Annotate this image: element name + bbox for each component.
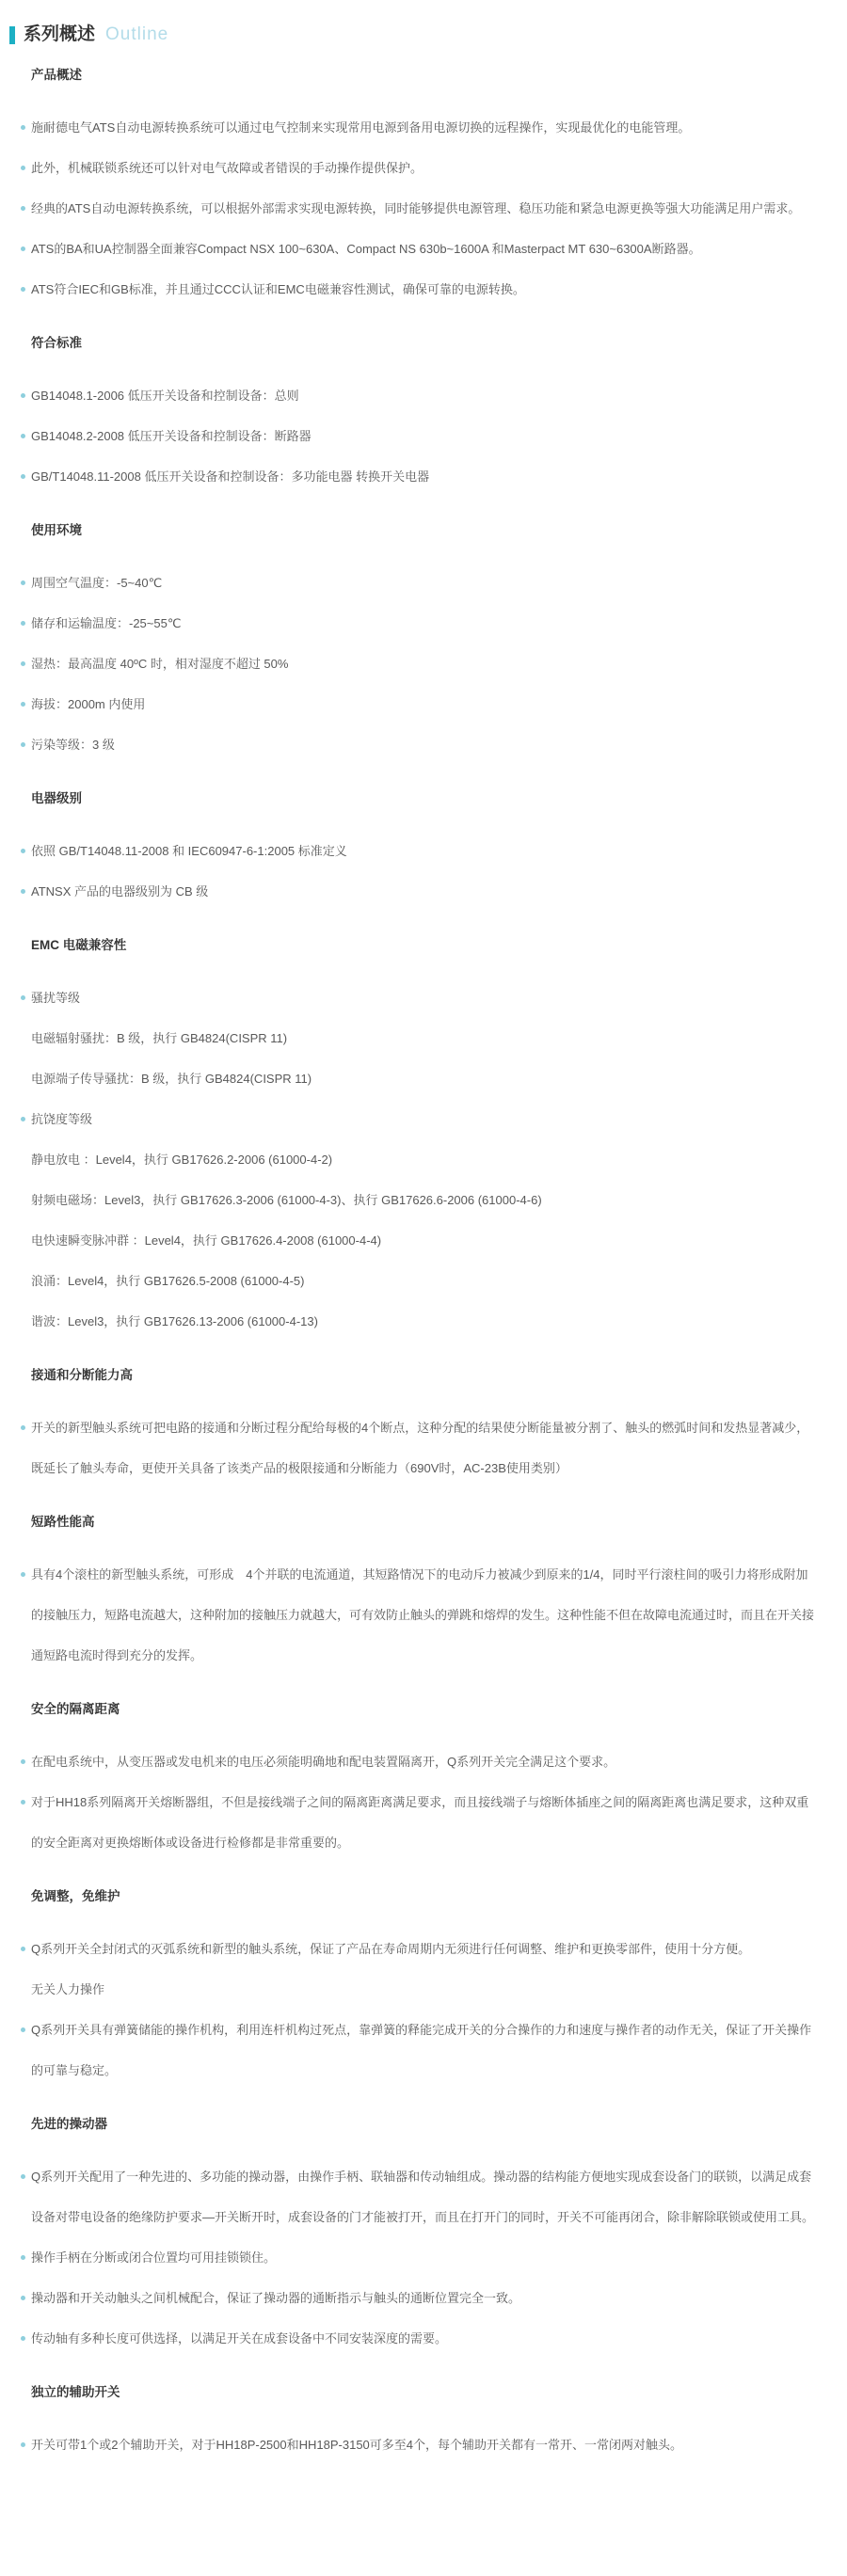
section <box>21 2372 819 2465</box>
bullet-icon <box>21 1572 25 1577</box>
section <box>21 323 819 497</box>
page-header <box>9 21 819 49</box>
item-text: 具有4个滚柱的新型触头系统，可形成 4个并联的电流通道，其短路情况下的电动斥力被减少到原来的1/4，同时平行滚柱间的吸引力将形成附加的接触压力，短路电流越大，这种附加的接触压力就越大，可有效防止触头的弹跳和熔焊的发生。这种性能不但在故障电流通过时，而且在开关接通短路电流时得到充分的发挥。 <box>31 1567 815 1662</box>
item-text: Q系列开关配用了一种先进的、多功能的操动器，由操作手柄、联轴器和传动轴组成。操动器的结构能方便地实现成套设备门的联锁，以满足成套设备对带电设备的绝缘防护要求—开关断开时，成套设备的门才能被打开，而且在打开门的同时，开关不可能再闭合，除非解除联锁或使用工具。 <box>31 2170 815 2224</box>
item-text: ATNSX 产品的电器级别为 CB 级 <box>31 884 209 898</box>
bullet-icon <box>21 1759 25 1764</box>
bullet-icon <box>21 2442 25 2447</box>
list-item <box>21 148 819 188</box>
item-text: GB/T14048.11-2008 低压开关设备和控制设备：多功能电器 转换开关电器 <box>31 469 430 484</box>
list-item <box>21 978 819 1018</box>
section <box>21 778 819 912</box>
outline-content <box>9 55 819 2465</box>
list-item <box>21 2318 819 2359</box>
bullet-icon <box>21 2174 25 2179</box>
bullet-icon <box>21 434 25 438</box>
item-text: 海拔：2000m 内使用 <box>31 697 146 711</box>
section-items <box>21 563 819 765</box>
page-subtitle: Outline <box>105 24 169 44</box>
bullet-icon <box>21 995 25 1000</box>
section-heading: 电器级别 <box>31 791 82 805</box>
item-text: 浪涌：Level4，执行 GB17626.5-2008 (61000-4-5) <box>31 1274 305 1288</box>
item-text: 操作手柄在分断或闭合位置均可用挂锁锁住。 <box>31 2250 277 2265</box>
item-text: 污染等级：3 级 <box>31 738 115 752</box>
bullet-icon <box>21 889 25 894</box>
item-text: ATS的BA和UA控制器全面兼容Compact NSX 100~630A、Compact NS 630b~1600A 和Masterpact MT 630~6300A断路器。 <box>31 242 701 256</box>
list-item <box>21 1058 819 1099</box>
section-items <box>21 107 819 310</box>
section-heading: 符合标准 <box>31 336 82 350</box>
list-item <box>21 456 819 497</box>
item-text: 对于HH18系列隔离开关熔断器组，不但是接线端子之间的隔离距离满足要求，而且接线端子与熔断体插座之间的隔离距离也满足要求，这种双重的安全距离对更换熔断体或设备进行检修都是非常重要的。 <box>31 1795 809 1850</box>
list-item <box>21 2156 819 2237</box>
list-item <box>21 1220 819 1261</box>
section-items <box>21 2156 819 2359</box>
list-item <box>21 1139 819 1180</box>
bullet-icon <box>21 206 25 211</box>
section-heading: 免调整，免维护 <box>31 1889 120 1903</box>
bullet-icon <box>21 1947 25 1951</box>
section <box>21 1689 819 1863</box>
item-text: 传动轴有多种长度可供选择，以满足开关在成套设备中不同安装深度的需要。 <box>31 2331 448 2345</box>
list-item <box>21 2010 819 2091</box>
list-item <box>21 1261 819 1301</box>
bullet-icon <box>21 1425 25 1430</box>
list-item <box>21 188 819 229</box>
item-text: 射频电磁场：Level3，执行 GB17626.3-2006 (61000-4-3)、执行 GB17626.6-2006 (61000-4-6) <box>31 1193 542 1207</box>
bullet-icon <box>21 2336 25 2341</box>
bullet-icon <box>21 1117 25 1121</box>
section-heading: 接通和分断能力高 <box>31 1368 133 1382</box>
item-text: 开关可带1个或2个辅助开关，对于HH18P-2500和HH18P-3150可多至4个，每个辅助开关都有一常开、一常闭两对触头。 <box>31 2438 683 2452</box>
bullet-icon <box>21 287 25 292</box>
item-text: 无关人力操作 <box>31 1982 105 1996</box>
list-item <box>21 563 819 603</box>
item-text: 抗饶度等级 <box>31 1112 93 1126</box>
bullet-icon <box>21 246 25 251</box>
bullet-icon <box>21 2255 25 2260</box>
section-items <box>21 1554 819 1676</box>
page-title: 系列概述 <box>24 24 96 44</box>
item-text: 此外，机械联锁系统还可以针对电气故障或者错误的手动操作提供保护。 <box>31 161 424 175</box>
list-item <box>21 269 819 310</box>
list-item <box>21 1180 819 1220</box>
section-heading: 产品概述 <box>31 68 82 82</box>
section <box>21 1355 819 1488</box>
item-text: 储存和运输温度：-25~55℃ <box>31 616 182 630</box>
bullet-icon <box>21 621 25 626</box>
list-item <box>21 229 819 269</box>
bullet-icon <box>21 1800 25 1805</box>
section-heading: 使用环境 <box>31 523 82 537</box>
list-item <box>21 1782 819 1863</box>
section <box>21 2104 819 2359</box>
bullet-icon <box>21 742 25 747</box>
item-text: 施耐德电气ATS自动电源转换系统可以通过电气控制来实现常用电源到备用电源切换的远程操作，实现最优化的电能管理。 <box>31 120 691 135</box>
list-item <box>21 2237 819 2278</box>
list-item <box>21 1407 819 1488</box>
list-item <box>21 644 819 684</box>
bullet-icon <box>21 474 25 479</box>
list-item <box>21 831 819 871</box>
item-text: 操动器和开关动触头之间机械配合，保证了操动器的通断指示与触头的通断位置完全一致。 <box>31 2291 521 2305</box>
section-heading: 先进的操动器 <box>31 2117 107 2131</box>
section <box>21 925 819 1342</box>
list-item <box>21 107 819 148</box>
list-item <box>21 1554 819 1676</box>
item-text: Q系列开关全封闭式的灭弧系统和新型的触头系统，保证了产品在寿命周期内无须进行任何调整、维护和更换零部件，使用十分方便。 <box>31 1942 751 1956</box>
title-accent-bar-icon <box>9 26 15 44</box>
item-text: 静电放电 ：Level4，执行 GB17626.2-2006 (61000-4-2) <box>31 1153 333 1167</box>
item-text: 经典的ATS自动电源转换系统，可以根据外部需求实现电源转换，同时能够提供电源管理、稳压功能和紧急电源更换等强大功能满足用户需求。 <box>31 201 801 215</box>
list-item <box>21 724 819 765</box>
item-text: 骚扰等级 <box>31 991 81 1005</box>
item-text: ATS符合IEC和GB标准，并且通过CCC认证和EMC电磁兼容性测试，确保可靠的电源转换。 <box>31 282 525 296</box>
item-text: 周围空气温度：-5~40℃ <box>31 576 163 590</box>
list-item <box>21 684 819 724</box>
section-items <box>21 831 819 912</box>
list-item <box>21 1018 819 1058</box>
item-text: 在配电系统中，从变压器或发电机来的电压必须能明确地和配电装置隔离开，Q系列开关完全满足这个要求。 <box>31 1755 616 1769</box>
list-item <box>21 416 819 456</box>
list-item <box>21 1301 819 1342</box>
section-heading: 短路性能高 <box>31 1515 95 1529</box>
section-heading: 独立的辅助开关 <box>31 2385 120 2399</box>
item-text: 电快速瞬变脉冲群 ：Level4，执行 GB17626.4-2008 (61000-4-4) <box>31 1233 382 1248</box>
section <box>21 1876 819 2091</box>
bullet-icon <box>21 393 25 398</box>
section-heading: 安全的隔离距离 <box>31 1702 120 1716</box>
list-item <box>21 1099 819 1139</box>
section-items <box>21 375 819 497</box>
section-items <box>21 1407 819 1488</box>
bullet-icon <box>21 125 25 130</box>
section-items <box>21 978 819 1342</box>
list-item <box>21 1969 819 2010</box>
section-items <box>21 2425 819 2465</box>
section <box>21 55 819 310</box>
list-item <box>21 1741 819 1782</box>
section <box>21 1502 819 1676</box>
item-text: 湿热：最高温度 40ºC 时，相对湿度不超过 50% <box>31 657 289 671</box>
list-item <box>21 375 819 416</box>
item-text: 电磁辐射骚扰：B 级，执行 GB4824(CISPR 11) <box>31 1031 288 1045</box>
section-items <box>21 1929 819 2091</box>
section-items <box>21 1741 819 1863</box>
bullet-icon <box>21 2296 25 2300</box>
bullet-icon <box>21 849 25 853</box>
bullet-icon <box>21 2027 25 2032</box>
list-item <box>21 1929 819 1969</box>
item-text: GB14048.2-2008 低压开关设备和控制设备：断路器 <box>31 429 312 443</box>
bullet-icon <box>21 580 25 585</box>
list-item <box>21 871 819 912</box>
bullet-icon <box>21 166 25 170</box>
item-text: 电源端子传导骚扰：B 级，执行 GB4824(CISPR 11) <box>31 1072 312 1086</box>
list-item <box>21 2278 819 2318</box>
item-text: 谐波：Level3，执行 GB17626.13-2006 (61000-4-13) <box>31 1314 318 1328</box>
item-text: 开关的新型触头系统可把电路的接通和分断过程分配给每极的4个断点，这种分配的结果使分断能量被分割了、触头的燃弧时间和发热显著减少，既延长了触头寿命，更使开关具备了该类产品的极限接通和分断能力（690V时，AC-23B使用类别） <box>31 1421 809 1475</box>
bullet-icon <box>21 661 25 666</box>
section-heading: EMC 电磁兼容性 <box>31 938 127 952</box>
list-item <box>21 2425 819 2465</box>
item-text: 依照 GB/T14048.11-2008 和 IEC60947-6-1:2005 标准定义 <box>31 844 347 858</box>
item-text: Q系列开关具有弹簧储能的操作机构，利用连杆机构过死点，靠弹簧的释能完成开关的分合操作的力和速度与操作者的动作无关，保证了开关操作的可靠与稳定。 <box>31 2023 812 2077</box>
list-item <box>21 603 819 644</box>
bullet-icon <box>21 702 25 707</box>
item-text: GB14048.1-2006 低压开关设备和控制设备：总则 <box>31 389 299 403</box>
section <box>21 510 819 765</box>
